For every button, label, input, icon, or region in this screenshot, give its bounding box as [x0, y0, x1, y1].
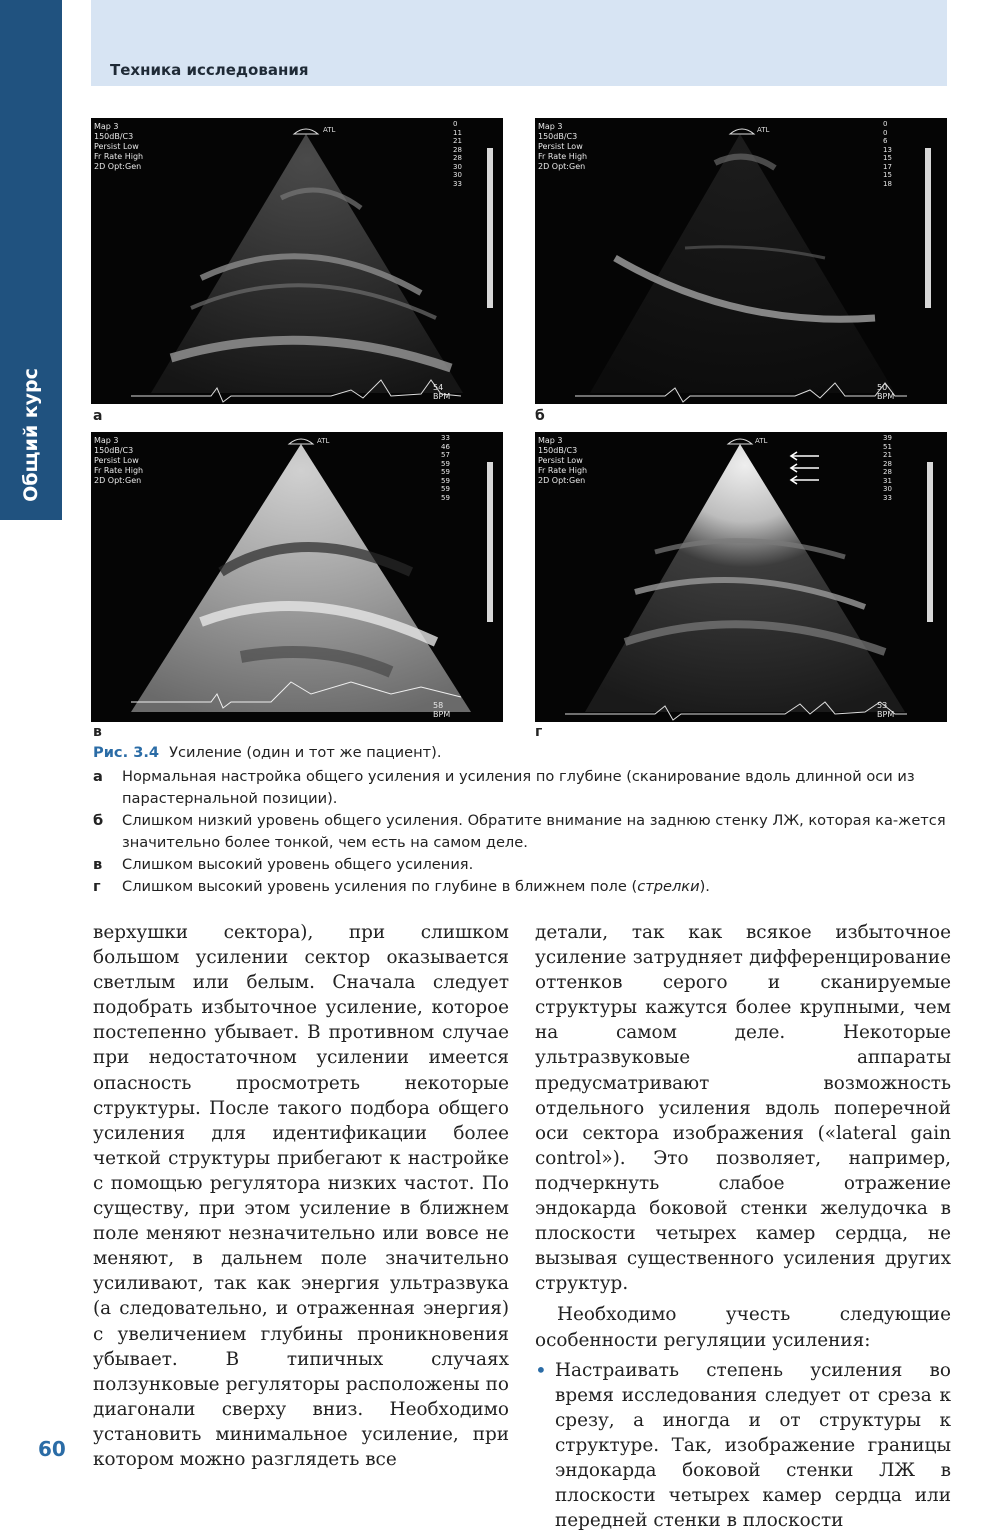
vendor-logo: ATL — [757, 126, 770, 134]
caption-key: б — [93, 812, 104, 829]
figure-caption — [93, 742, 953, 898]
caption-text: Слишком низкий уровень общего усиления. Обратите внимание на заднюю стенку ЛЖ, которая ка-жется значительно более тонкой, чем есть на самом деле. — [122, 812, 946, 851]
depth-scale — [883, 434, 892, 502]
bpm-value: 53 — [877, 701, 888, 710]
caption-text: Нормальная настройка общего усиления и усиления по глубине (сканирование вдоль длинной оси из парастернальной позиции). — [122, 768, 915, 807]
scale-value: 30 — [453, 171, 462, 179]
ultrasound-image-c — [91, 432, 503, 722]
figure-number: Рис. 3.4 — [93, 744, 160, 761]
heart-rate — [433, 383, 457, 401]
scale-value: 46 — [441, 442, 450, 451]
bullet-icon: • — [535, 1357, 547, 1382]
bpm-unit: BPM — [877, 710, 895, 719]
running-head: Техника исследования — [110, 61, 309, 79]
body-paragraph: Необходимо учесть следующие особенности регуляции усиления: — [535, 1304, 951, 1351]
scale-value: 13 — [883, 145, 892, 154]
caption-text: Слишком высокий уровень общего усиления. — [122, 856, 474, 873]
scale-value: 33 — [883, 493, 892, 502]
scale-value: 21 — [453, 137, 462, 145]
bpm-value: 50 — [877, 383, 888, 392]
scale-value: 0 — [883, 120, 888, 128]
bpm-unit: BPM — [877, 392, 895, 401]
scale-value: 11 — [453, 128, 462, 137]
body-paragraph: верхушки сектора), при слишком большом усилении сектор оказывается светлым или белым. Сначала следует подобрать избыточное усиление, которое постепенно убывает. В противном случае при недостаточном усилении имеется опасность просмотреть некоторые структуры. После такого подбора общего усиления для идентификации более четкой структуры прибегают к настройке с помощью регулятора низких частот. По существу, при этом усиление в ближнем поле меняют незначительно или вовсе не меняют, в дальнем поле значительно усиливают, так как энергия ультразвука (а следовательно, и отраженная энергия) с увеличением глубины проникновения убывает. В типичных случаях ползунковые регуляторы расположены по диагонали сверху вниз. Необходимо установить минимальное усиление, при котором можно разглядеть все — [93, 922, 509, 1470]
scanner-settings — [538, 122, 618, 172]
body-paragraph: детали, так как всякое избыточное усиление затрудняет дифференцирование оттенков серого и сканируемые структуры кажутся более крупными, чем на самом деле. Некоторые ультразвуковые аппараты предусматривают возможность отдельного усиления вдоль поперечной оси сектора изображения («lateral gain control»). Это позволяет, например, подчеркнуть слабое отражение эндокарда боковой стенки желудочка в плоскости четырех камер сердца, не вызывая существенного усиления других структур. — [535, 922, 951, 1295]
panel-label-c: в — [93, 724, 102, 740]
side-tab-label: Общий курс — [20, 368, 42, 502]
caption-item — [93, 854, 953, 876]
depth-scale — [441, 434, 450, 502]
scale-value: 59 — [441, 459, 450, 468]
body-column-left — [93, 920, 509, 1472]
setting-line: 150dB/C3 — [94, 446, 134, 455]
bullet-text: Настраивать степень усиления во время исследования следует от среза к срезу, а иногда и от структуры к структуре. Так, изображение границы эндокарда боковой стенки ЛЖ в плоскости четырех камер сердца или передней стенки в плоскости — [555, 1359, 951, 1532]
scanner-settings — [538, 436, 618, 486]
body-column-right — [535, 920, 951, 1533]
page-number: 60 — [38, 1437, 66, 1461]
panel-label-b: б — [535, 408, 545, 424]
heart-rate — [877, 383, 901, 401]
caption-item — [93, 876, 953, 898]
scale-value: 15 — [883, 171, 892, 179]
scale-value: 39 — [883, 434, 892, 442]
scale-value: 6 — [883, 137, 888, 145]
setting-line: 2D Opt:Gen — [538, 162, 586, 171]
setting-line: Fr Rate High — [94, 466, 144, 475]
side-tab-label-wrap — [4, 350, 58, 520]
setting-line: Fr Rate High — [94, 152, 144, 161]
caption-item — [93, 810, 953, 854]
scale-value: 28 — [883, 468, 892, 476]
setting-line: Map 3 — [538, 436, 563, 445]
vendor-logo: ATL — [317, 437, 330, 445]
caption-title-line — [93, 742, 953, 764]
caption-key: в — [93, 856, 103, 873]
caption-text-part: ). — [699, 878, 710, 895]
bpm-value: 58 — [433, 701, 444, 710]
setting-line: Persist Low — [538, 142, 583, 151]
scale-value: 59 — [441, 493, 450, 502]
scale-value: 30 — [453, 162, 462, 171]
setting-line: 150dB/C3 — [538, 446, 578, 455]
scale-value: 59 — [441, 485, 450, 493]
scale-value: 33 — [441, 434, 450, 442]
setting-line: Persist Low — [94, 142, 139, 151]
caption-item — [93, 766, 953, 810]
depth-scale — [883, 120, 892, 188]
scale-value: 59 — [441, 468, 450, 476]
heart-rate — [433, 701, 457, 719]
ultrasound-image-a — [91, 118, 503, 404]
setting-line: Persist Low — [538, 456, 583, 465]
setting-line: 150dB/C3 — [94, 132, 134, 141]
vendor-logo: ATL — [755, 437, 768, 445]
scale-value: 18 — [883, 179, 892, 188]
scale-value: 30 — [883, 485, 892, 493]
setting-line: Persist Low — [94, 456, 139, 465]
depth-scale — [453, 120, 462, 188]
setting-line: Map 3 — [538, 122, 563, 131]
scale-value: 28 — [883, 459, 892, 468]
scanner-settings — [94, 122, 174, 172]
scale-value: 0 — [883, 128, 888, 137]
scale-value: 21 — [883, 451, 892, 459]
scale-value: 31 — [883, 476, 892, 485]
vendor-logo: ATL — [323, 126, 336, 134]
bpm-value: 54 — [433, 383, 444, 392]
scale-value: 0 — [453, 120, 458, 128]
scale-value: 28 — [453, 154, 462, 162]
setting-line: Fr Rate High — [538, 152, 588, 161]
bpm-unit: BPM — [433, 392, 451, 401]
caption-text-italic: стрелки — [637, 878, 700, 895]
caption-key: г — [93, 878, 101, 895]
caption-key: а — [93, 768, 103, 785]
caption-text — [122, 876, 953, 898]
setting-line: Map 3 — [94, 122, 119, 131]
scanner-settings — [94, 436, 174, 486]
scale-value: 17 — [883, 162, 892, 171]
setting-line: 2D Opt:Gen — [94, 476, 142, 485]
scale-value: 57 — [441, 451, 450, 459]
bpm-unit: BPM — [433, 710, 451, 719]
setting-line: 2D Opt:Gen — [538, 476, 586, 485]
scale-value: 15 — [883, 154, 892, 162]
scale-value: 59 — [441, 476, 450, 485]
bullet-item — [535, 1358, 951, 1533]
ultrasound-image-b — [535, 118, 947, 404]
heart-rate — [877, 701, 901, 719]
setting-line: 2D Opt:Gen — [94, 162, 142, 171]
scale-value: 33 — [453, 179, 462, 188]
figure-title: Усиление (один и тот же пациент). — [169, 744, 442, 761]
scale-value: 28 — [453, 145, 462, 154]
panel-label-d: г — [535, 724, 543, 740]
scale-value: 51 — [883, 442, 892, 451]
setting-line: 150dB/C3 — [538, 132, 578, 141]
panel-label-a: а — [93, 408, 103, 424]
setting-line: Fr Rate High — [538, 466, 588, 475]
caption-text-part: Слишком высокий уровень усиления по глубине в ближнем поле ( — [122, 878, 638, 895]
setting-line: Map 3 — [94, 436, 119, 445]
arrows-icon — [791, 452, 819, 484]
ultrasound-image-d — [535, 432, 947, 722]
